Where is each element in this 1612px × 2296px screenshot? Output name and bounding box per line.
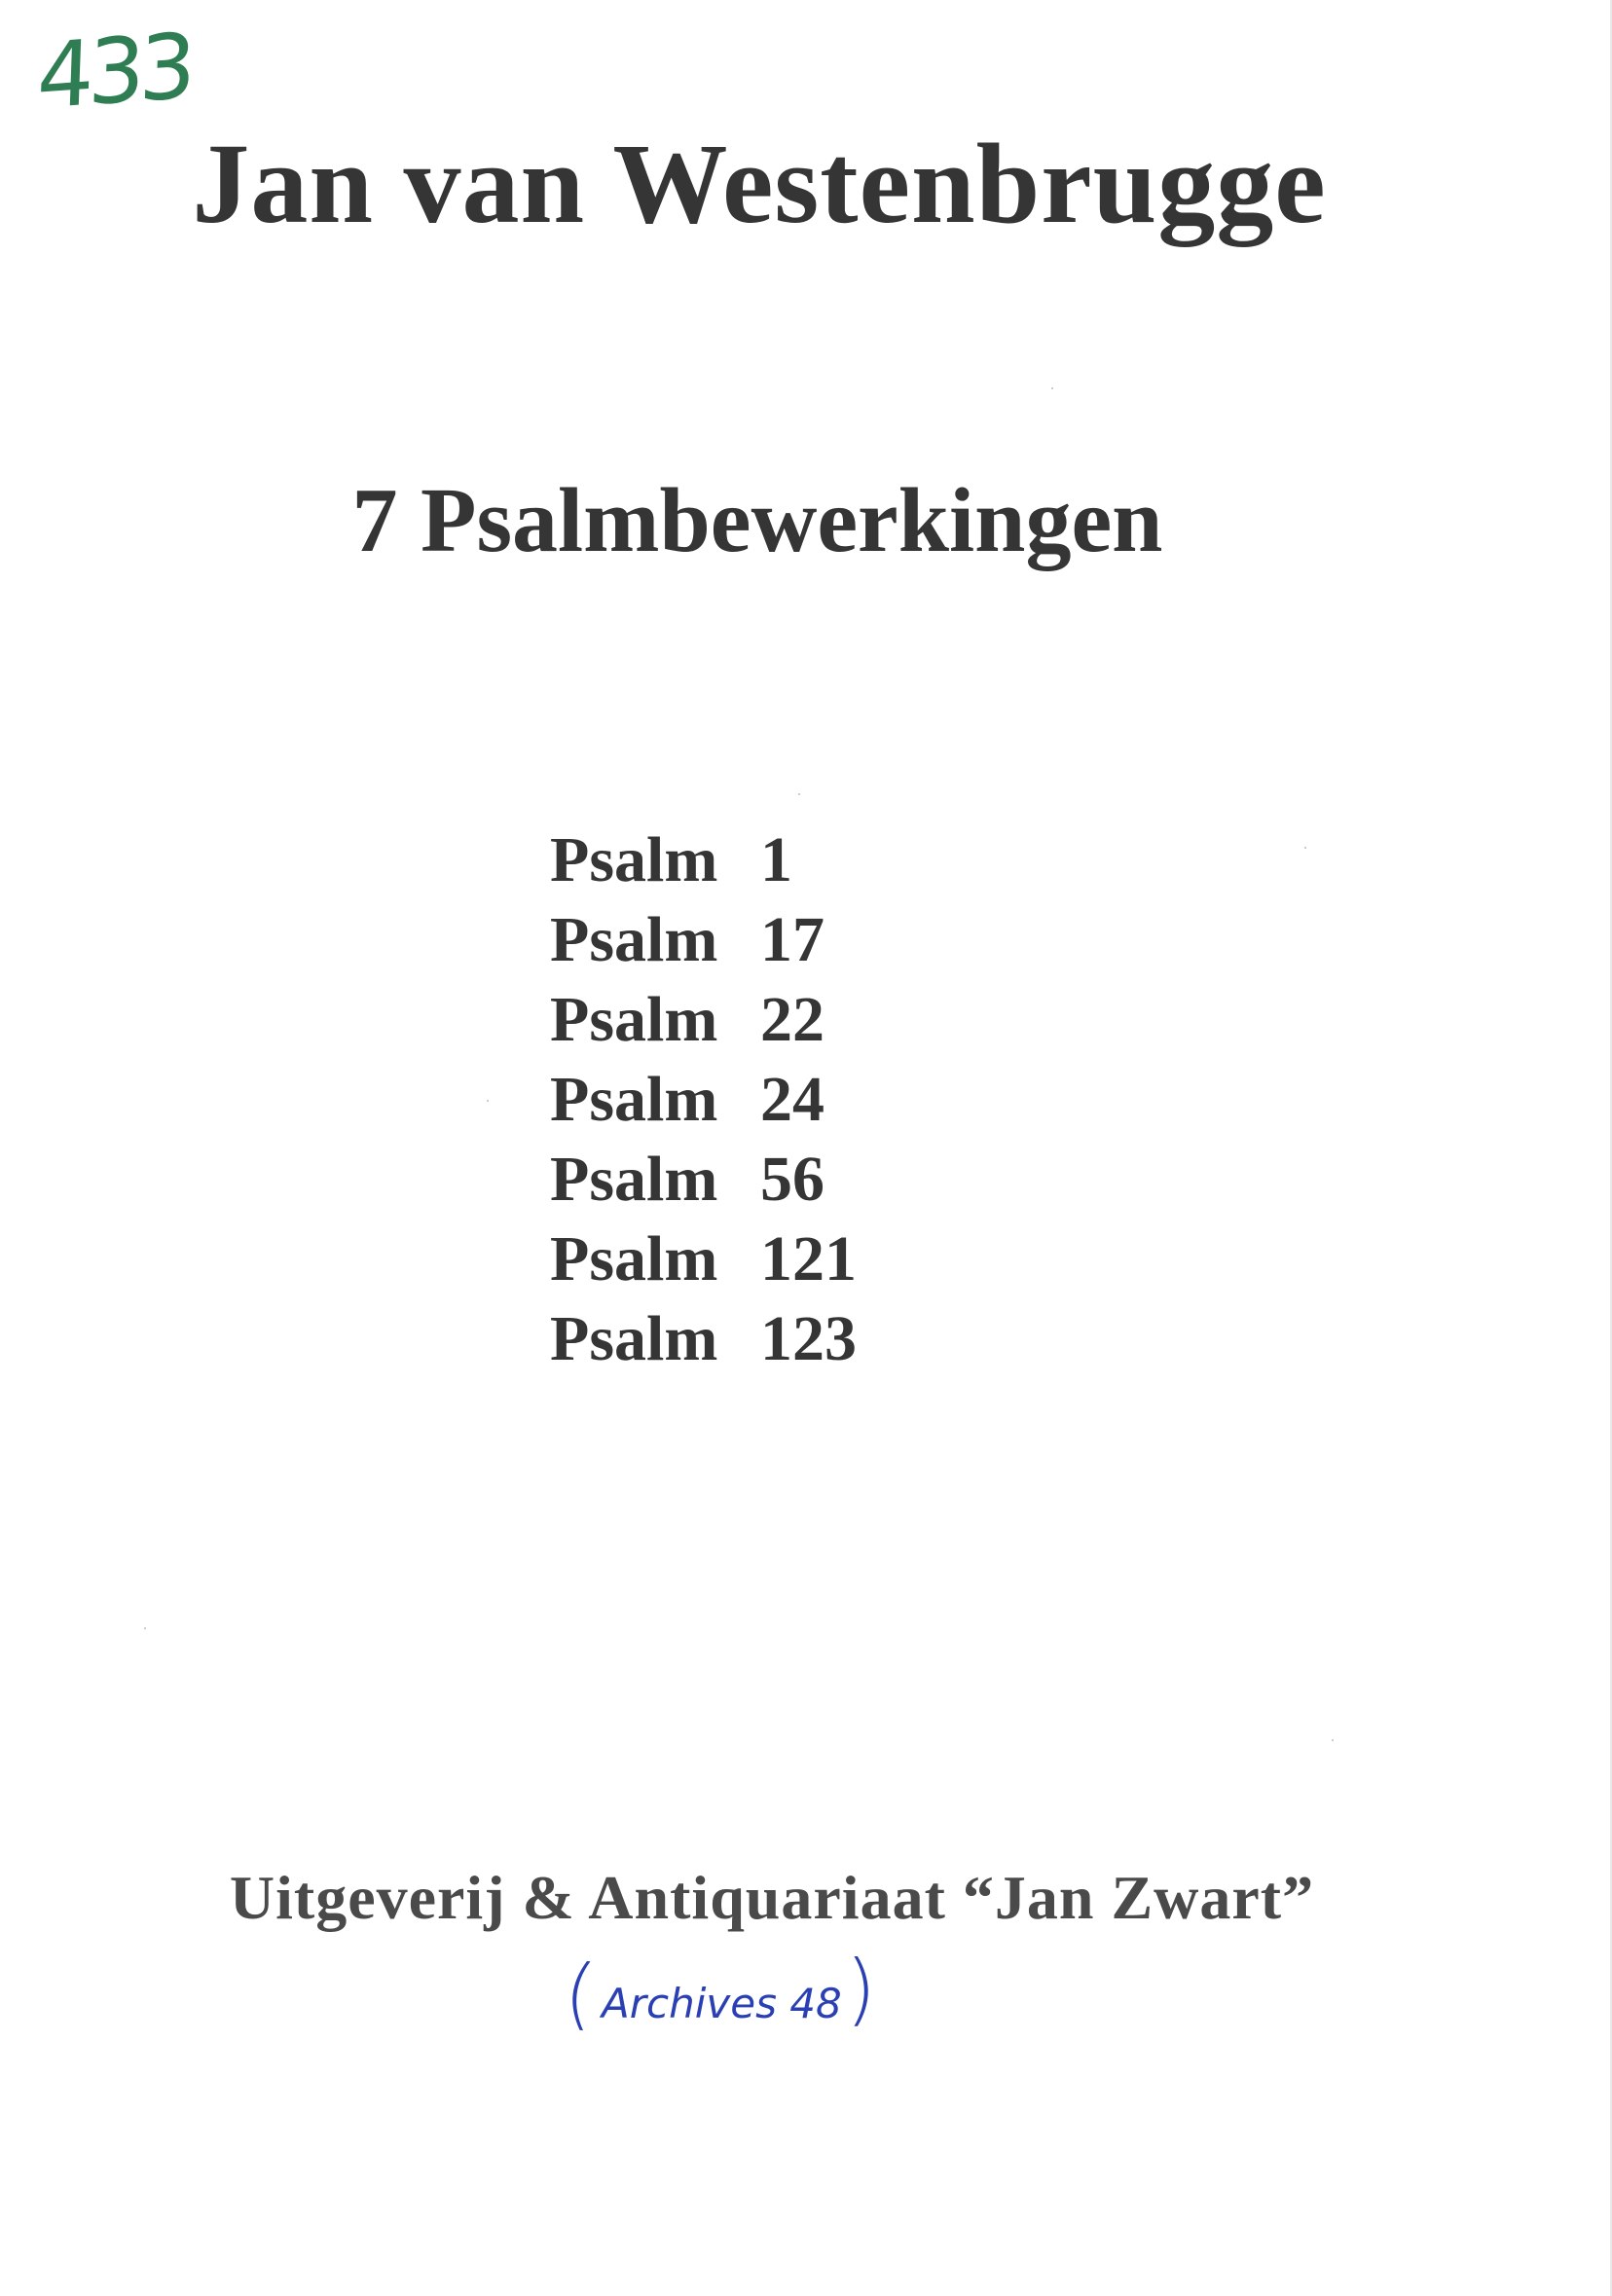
paper-speck bbox=[798, 793, 800, 795]
psalm-label: Psalm bbox=[550, 824, 718, 895]
psalm-label: Psalm bbox=[550, 1223, 718, 1294]
psalm-label: Psalm bbox=[550, 1064, 718, 1135]
close-paren: ) bbox=[845, 1944, 876, 2034]
publisher-name: Uitgeverij & Antiquariaat “Jan Zwart” bbox=[229, 1863, 1315, 1932]
psalm-label: Psalm bbox=[550, 1144, 718, 1215]
psalm-number: 22 bbox=[760, 984, 824, 1055]
work-title: 7 Psalmbewerkingen bbox=[351, 470, 1163, 571]
psalm-number: 56 bbox=[760, 1144, 824, 1215]
open-paren: ( bbox=[560, 1946, 601, 2040]
psalm-number: 123 bbox=[760, 1303, 857, 1374]
psalm-list bbox=[550, 824, 939, 1387]
paper-speck bbox=[1051, 387, 1053, 389]
list-item bbox=[550, 1303, 939, 1387]
psalm-label: Psalm bbox=[550, 904, 718, 975]
psalm-number: 24 bbox=[760, 1064, 824, 1135]
psalm-number: 121 bbox=[760, 1223, 857, 1294]
psalm-label: Psalm bbox=[550, 1303, 718, 1374]
list-item bbox=[550, 1064, 939, 1148]
list-item bbox=[550, 1144, 939, 1227]
handwritten-note-text: Archives 48 bbox=[602, 1980, 842, 2027]
paper-speck bbox=[1304, 847, 1306, 849]
paper-speck bbox=[1332, 1739, 1334, 1741]
paper-speck bbox=[487, 1100, 489, 1102]
psalm-number: 1 bbox=[760, 824, 792, 895]
paper-speck bbox=[144, 1627, 146, 1629]
list-item bbox=[550, 1223, 939, 1307]
handwritten-catalog-number: 433 bbox=[35, 14, 193, 129]
list-item bbox=[550, 984, 939, 1068]
handwritten-note bbox=[560, 1944, 886, 2054]
psalm-label: Psalm bbox=[550, 984, 718, 1055]
composer-name: Jan van Westenbrugge bbox=[192, 120, 1327, 247]
list-item bbox=[550, 904, 939, 988]
list-item bbox=[550, 824, 939, 908]
psalm-number: 17 bbox=[760, 904, 824, 975]
